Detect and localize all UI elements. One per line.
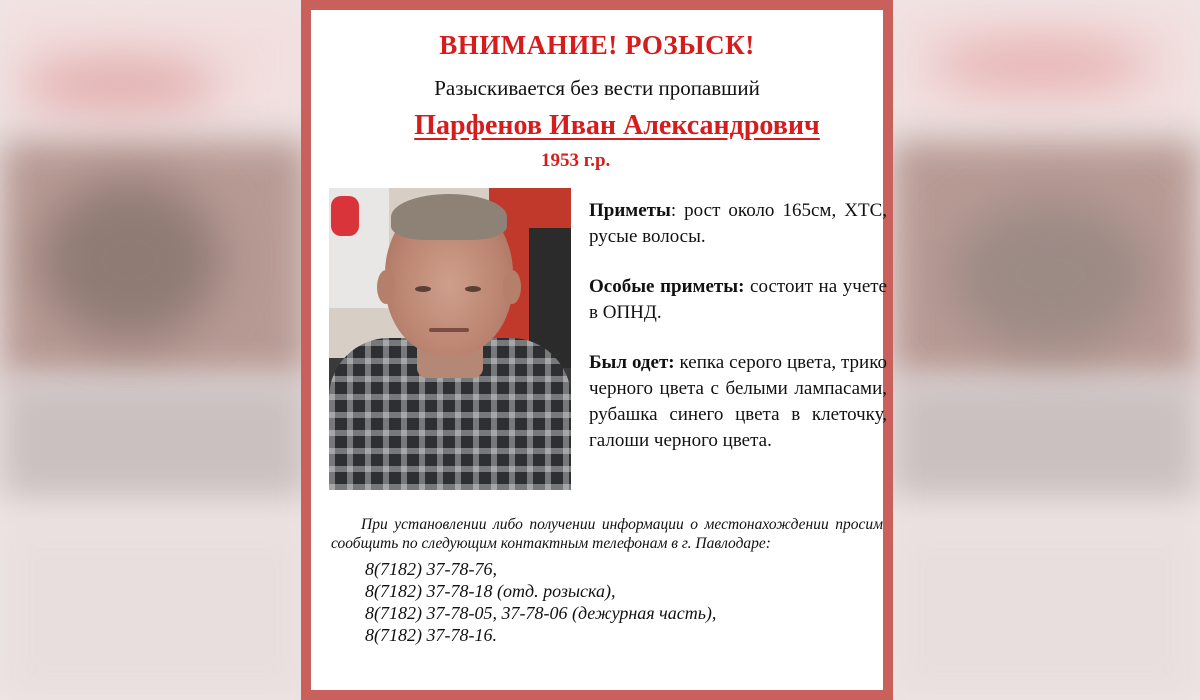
- person-photo: [329, 188, 571, 490]
- phone-list: [365, 558, 716, 646]
- phone-number: 8(7182) 37-78-76,: [365, 559, 497, 579]
- person-description: [589, 198, 887, 478]
- phone-number: 8(7182) 37-78-18 (отд. розыска),: [365, 581, 616, 601]
- clothing-label: Был одет:: [589, 352, 675, 373]
- poster-content: [311, 10, 887, 690]
- signs-text: : рост около 165см, ХТС, русые волосы.: [589, 200, 887, 247]
- signs-paragraph: [589, 198, 887, 250]
- special-signs-paragraph: [589, 274, 887, 326]
- special-signs-label: Особые приметы:: [589, 276, 745, 297]
- poster-subheadline: Разыскивается без вести пропавший: [434, 76, 760, 100]
- phone-number: 8(7182) 37-78-16.: [365, 625, 497, 645]
- birth-year: 1953 г.р.: [541, 150, 611, 171]
- blurred-background-right: [890, 0, 1200, 700]
- clothing-text: кепка серого цвета, трико черного цвета с белыми лампасами, рубашка синего цвета в клеточку, галоши черного цвета.: [589, 352, 887, 451]
- missing-person-poster: [301, 0, 893, 700]
- contact-notice-text: При установлении либо получении информации о местонахождении просим сообщить по следующим контактным телефонам в г. Павлодаре:: [331, 516, 883, 552]
- poster-headline: ВНИМАНИЕ! РОЗЫСК!: [439, 30, 755, 60]
- contact-notice: [331, 515, 883, 553]
- signs-label: Приметы: [589, 200, 671, 221]
- phone-number: 8(7182) 37-78-05, 37-78-06 (дежурная часть),: [365, 603, 717, 623]
- clothing-paragraph: [589, 350, 887, 454]
- special-signs-text: состоит на учете в ОПНД.: [589, 276, 887, 323]
- person-name: Парфенов Иван Александрович: [414, 110, 820, 141]
- blurred-background-left: [0, 0, 310, 700]
